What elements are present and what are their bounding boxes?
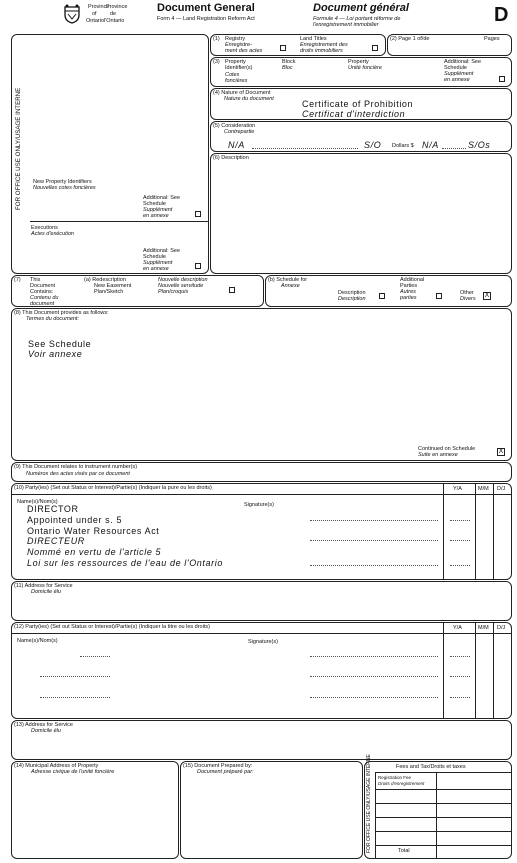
subtitle-fr-1: Formule 4 — Loi portant réforme de xyxy=(313,16,401,22)
identifier-label: Identifier(s) xyxy=(225,65,253,71)
signature-label-10: Signature(s) xyxy=(244,502,274,508)
title-en: Document General xyxy=(157,2,255,14)
form-letter: D xyxy=(494,4,509,26)
consideration-cents-2: S/Os xyxy=(468,140,491,150)
nature-label: (4) Nature of Document xyxy=(213,90,271,96)
consideration-cents: S/O xyxy=(364,140,382,150)
provides-label: (8) This Document provides as follows: xyxy=(14,310,109,316)
box3-annexe-label: en annexe xyxy=(444,77,470,83)
registry-label-fr: Enregistre- xyxy=(225,42,252,48)
property-label: Property xyxy=(225,59,246,65)
party-10-line-1: DIRECTOR xyxy=(27,504,79,514)
ya-label-12: Y/A xyxy=(453,625,462,631)
document-provides-box xyxy=(11,308,512,461)
govt-fr-1: Province xyxy=(106,4,128,10)
party-10-line-4: DIRECTEUR xyxy=(27,536,85,546)
page-of-label: (2) Page 1 of/de xyxy=(390,36,430,42)
address-service-label-11: (11) Address for Service xyxy=(14,583,73,589)
bloc-label: Bloc xyxy=(282,65,293,71)
domicile-label-11: Domicile élu xyxy=(31,589,61,595)
schedule-label: Schedule xyxy=(143,201,166,207)
continued-label: Continued on Schedule xyxy=(418,446,476,452)
prepared-by-label: (15) Document Prepared by: xyxy=(183,763,253,769)
continued-checkbox[interactable]: X xyxy=(498,448,504,455)
en-annexe-label: en annexe xyxy=(143,213,169,219)
redescription-label: (a) Redescription xyxy=(84,277,126,283)
land-titles-checkbox[interactable] xyxy=(372,45,378,51)
registry-checkbox[interactable] xyxy=(280,45,286,51)
nature-value-fr: Certificat d'interdiction xyxy=(302,109,406,119)
address-service-label-13: (13) Address for Service xyxy=(14,722,73,728)
executions-label: Executions xyxy=(31,225,58,231)
nature-label-fr: Nature du document xyxy=(224,96,274,102)
new-property-ids-label: New Property Identifiers xyxy=(33,179,92,185)
dj-label-12: D/J xyxy=(497,625,506,631)
schedule-description-label: Description xyxy=(338,290,366,296)
municipal-address-box xyxy=(11,761,179,859)
see-schedule-text: See Schedule xyxy=(28,339,92,349)
unite-fonciere-label: Unité foncière xyxy=(348,65,382,71)
box7-num: (7) xyxy=(14,277,21,283)
instrument-label-fr: Numéros des actes visés par ce document xyxy=(26,471,130,477)
box3-schedule-label: Schedule xyxy=(444,65,467,71)
govt-en-1: Province xyxy=(88,4,110,10)
description-box xyxy=(210,153,512,274)
mm-label-12: M/M xyxy=(478,625,489,631)
consideration-amount-2: N/A xyxy=(422,140,439,150)
address-service-box-11 xyxy=(11,581,512,621)
box3-num: (3) xyxy=(213,59,220,65)
schedule-description-label-fr: Description xyxy=(338,296,366,302)
govt-fr-3: l'Ontario xyxy=(104,18,125,24)
divers-label: Divers xyxy=(460,296,476,302)
parties-12-label: (12) Party(ies) (Set out Status or Interest)/Partie(s) (Indiquer la titre ou les droits) xyxy=(14,624,210,630)
consideration-label: (5) Consideration xyxy=(213,123,256,129)
name-label-10: Name(s)/Nom(s) xyxy=(17,499,58,505)
dollars-label: Dollars $ xyxy=(392,143,414,149)
box3-supplement-label: Supplément xyxy=(444,71,474,77)
exec-additional-label: Additional: See xyxy=(143,248,180,254)
office-use-label: FOR OFFICE USE ONLY/USAGE INTERNE xyxy=(15,87,22,210)
prepare-par-label: Document préparé par: xyxy=(197,769,254,775)
annexe-label: Annexe xyxy=(281,283,300,289)
govt-en-3: Ontario xyxy=(86,18,105,24)
exec-supplement-label: Supplément xyxy=(143,260,173,266)
name-label-12: Name(s)/Nom(s) xyxy=(17,638,58,644)
exec-schedule-label: Schedule xyxy=(143,254,166,260)
property-additional-checkbox[interactable] xyxy=(499,76,505,82)
address-service-box-13 xyxy=(11,720,512,760)
registry-label-fr-2: ment des actes xyxy=(225,48,263,54)
other-checkbox[interactable]: X xyxy=(484,292,490,299)
party-10-line-5: Nommé en vertu de l'article 5 xyxy=(27,547,162,557)
cotes-label: Cotes xyxy=(225,72,240,78)
fees-title: Fees and Tax/Droits et taxes xyxy=(396,764,466,770)
parties-label: Parties xyxy=(400,283,418,289)
additional-parties-label: Additional xyxy=(400,277,425,283)
schedule-for-label: (b) Schedule for xyxy=(268,277,308,283)
ontario-crest-logo xyxy=(62,4,82,24)
govt-fr-2: de xyxy=(110,11,117,17)
municipal-address-label: (14) Municipal Address of Property xyxy=(14,763,99,769)
termes-label: Termes du document: xyxy=(26,316,79,322)
total-label: Total xyxy=(398,848,410,854)
executions-additional-checkbox[interactable] xyxy=(195,263,201,269)
nature-value-en: Certificate of Prohibition xyxy=(302,99,414,109)
nouvelle-description-label: Nouvelle description xyxy=(158,277,208,283)
party-10-line-3: Ontario Water Resources Act xyxy=(27,526,160,536)
new-easement-label: New Easement xyxy=(94,283,132,289)
office-use-panel xyxy=(11,34,209,274)
mm-label-10: M/M xyxy=(478,486,489,492)
signature-label-12: Signature(s) xyxy=(248,639,278,645)
foncieres-label: foncières xyxy=(225,78,248,84)
dj-label-10: D/J xyxy=(497,486,506,492)
block-label: Block xyxy=(282,59,296,65)
land-titles-label: Land Titles xyxy=(300,36,327,42)
nouvelle-servitude-label: Nouvelle servitude xyxy=(158,283,204,289)
parties-10-label: (10) Party(ies) (Set out Status or Interest)/Partie(s) (Indiquer la pure ou les droits) xyxy=(14,485,212,491)
box1-num: (1) xyxy=(213,36,220,42)
supplement-label: Supplément xyxy=(143,207,173,213)
adresse-civique-label: Adresse civique de l'unité foncière xyxy=(31,769,115,775)
govt-en-2: of xyxy=(92,11,97,17)
party-10-line-2: Appointed under s. 5 xyxy=(27,515,123,525)
prepared-by-box xyxy=(180,761,363,859)
document-label-fr: document xyxy=(30,301,55,307)
parties-box-12 xyxy=(11,622,512,719)
plan-croquis-label: Plan/croquis xyxy=(158,289,189,295)
voir-annexe-text: Voir annexe xyxy=(28,349,83,359)
subtitle-fr-2: l'enregistrement immobilier xyxy=(313,22,379,28)
schedule-description-checkbox[interactable] xyxy=(379,293,385,299)
party-10-line-6: Loi sur les ressources de l'eau de l'Ontario xyxy=(27,558,223,568)
droits-label: Droits d'enregistrement xyxy=(378,781,425,786)
registry-label: Registry xyxy=(225,36,246,42)
additional-parties-checkbox[interactable] xyxy=(436,293,442,299)
executions-label-fr: Actes d'exécution xyxy=(31,231,74,237)
document-label: Document xyxy=(30,283,56,289)
contenu-label: Contenu du xyxy=(30,295,59,301)
unit-property-label: Property xyxy=(348,59,369,65)
ya-label-10: Y/A xyxy=(453,486,462,492)
additional-label: Additional: See xyxy=(143,195,180,201)
land-titles-label-fr: Enregistrement des xyxy=(300,42,348,48)
contrepartie-label: Contrepartie xyxy=(224,129,255,135)
new-property-additional-checkbox[interactable] xyxy=(195,211,201,217)
autres-label: Autres xyxy=(400,289,416,295)
fees-office-use-label: FOR OFFICE USE ONLY/USAGE INTERNE xyxy=(366,754,372,853)
this-label: This xyxy=(30,277,41,283)
land-titles-label-fr-2: droits immobiliers xyxy=(300,48,343,54)
consideration-amount: N/A xyxy=(228,140,245,150)
subtitle-en: Form 4 — Land Registration Reform Act xyxy=(157,16,255,22)
domicile-label-13: Domicile élu xyxy=(31,728,61,734)
box3-additional-label: Additional: See xyxy=(444,59,481,65)
contains-label: Contains: xyxy=(30,289,54,295)
pages-label: Pages xyxy=(484,36,500,42)
other-label: Other xyxy=(460,290,474,296)
new-property-ids-label-fr: Nouvelles cotes foncières xyxy=(33,185,96,191)
instrument-label: (9) This Document relates to instrument number(s) xyxy=(14,464,138,470)
suite-label: Suite en annexe xyxy=(418,452,458,458)
registration-fee-label: Registration Fee xyxy=(378,775,412,780)
exec-annexe-label: en annexe xyxy=(143,266,169,272)
description-label: (6) Description xyxy=(213,155,249,161)
parties-label-fr: parties xyxy=(400,295,417,301)
title-fr: Document général xyxy=(313,2,409,14)
redescription-checkbox[interactable] xyxy=(229,287,235,293)
plan-sketch-label: Plan/Sketch xyxy=(94,289,124,295)
